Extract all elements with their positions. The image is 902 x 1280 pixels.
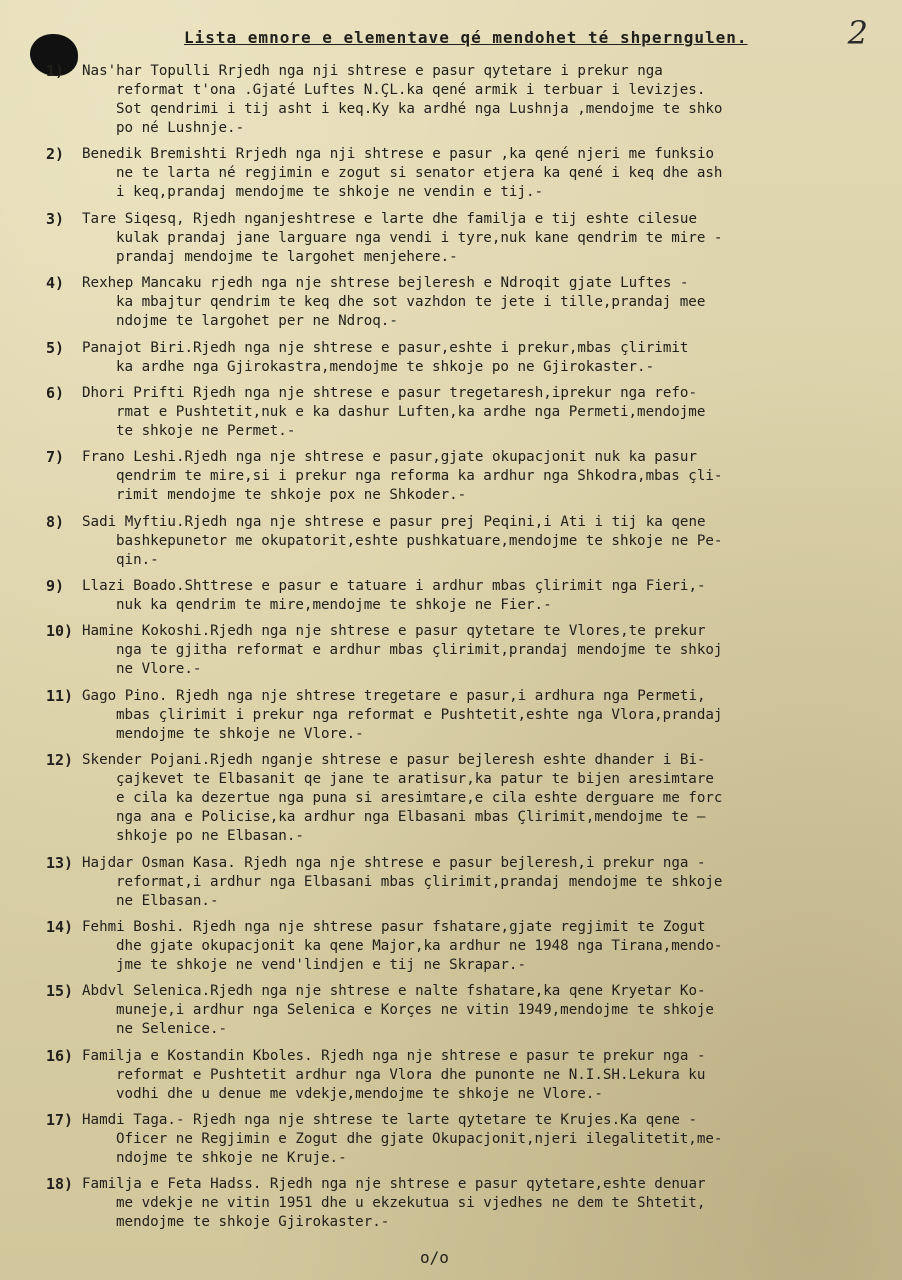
entry-number: 2) — [46, 145, 65, 164]
entry-number: 9) — [46, 577, 65, 595]
entry-line: Sot qendrimi i tij asht i keq.Ky ka ardhé nga Lushnja ,mendojme te shko — [116, 101, 723, 117]
list-item — [46, 62, 896, 138]
entry-line: nga te gjitha reformat e ardhur mbas çlirimit,prandaj mendojme te shkoj — [116, 642, 723, 659]
entry-line: qin.- — [116, 551, 159, 568]
entry-line: reformat,i ardhur nga Elbasani mbas çlirimit,prandaj mendojme te shkoje — [116, 873, 723, 890]
entry-line: Sadi Myftiu.Rjedh nga nje shtrese e pasur prej Peqini,i Ati i tij ka qene — [82, 513, 706, 530]
entry-line: mendojme te shkoje Gjirokaster.- — [116, 1214, 390, 1231]
list-item — [46, 513, 896, 570]
entry-number: 4) — [46, 274, 65, 293]
entry-line: ndojme te shkoje ne Kruje.- — [116, 1150, 347, 1166]
entry-number: 5) — [46, 338, 65, 357]
entry-line: nuk ka qendrim te mire,mendojme te shkoje ne Fier.- — [116, 597, 552, 613]
entry-line: ne Elbasan.- — [116, 892, 219, 909]
footer-mark: o/o — [420, 1248, 449, 1267]
entry-line: Skender Pojani.Rjedh nganje shtrese e pasur bejleresh eshte dhander i Bi- — [82, 752, 706, 769]
entry-line: mendojme te shkoje ne Vlore.- — [116, 725, 364, 742]
entry-line: Tare Siqesq, Rjedh nganjeshtrese e larte dhe familja e tij eshte cilesue — [82, 210, 697, 227]
entry-line: Llazi Boado.Shttrese e pasur e tatuare i ardhur mbas çlirimit nga Fieri,- — [82, 578, 706, 594]
list-item — [46, 751, 896, 846]
entry-line: reformat e Pushtetit ardhur nga Vlora dhe punonte ne N.I.SH.Lekura ku — [116, 1066, 706, 1083]
list-item — [46, 1175, 896, 1232]
entry-number: 12) — [46, 751, 74, 770]
entry-line: Rexhep Mancaku rjedh nga nje shtrese bejleresh e Ndroqit gjate Luftes - — [82, 275, 689, 292]
entry-number: 6) — [46, 383, 65, 402]
entry-number: 7) — [46, 448, 65, 467]
entry-line: Familja e Kostandin Kboles. Rjedh nga nje shtrese e pasur te prekur nga - — [82, 1047, 706, 1064]
entry-line: ka mbajtur qendrim te keq dhe sot vazhdon te jete i tille,prandaj mee — [116, 294, 706, 311]
entry-line: Abdvl Selenica.Rjedh nga nje shtrese e nalte fshatare,ka qene Kryetar Ko- — [82, 983, 706, 1000]
entry-line: kulak prandaj jane larguare nga vendi i tyre,nuk kane qendrim te mire - — [116, 229, 723, 246]
entry-line: Gago Pino. Rjedh nga nje shtrese tregetare e pasur,i ardhura nga Permeti, — [82, 687, 706, 704]
list-item — [46, 274, 896, 331]
entry-number: 14) — [46, 917, 74, 936]
entry-line: i keq,prandaj mendojme te shkoje ne vendin e tij.- — [116, 184, 544, 201]
list-item — [46, 622, 896, 679]
entry-number: 11) — [46, 686, 74, 705]
entry-line: me vdekje ne vitin 1951 dhe u ekzekutua si vjedhes ne dem te Shtetit, — [116, 1195, 706, 1212]
list-item — [46, 1047, 896, 1104]
entry-number: 10) — [46, 622, 74, 641]
page-number: 2 — [847, 14, 868, 52]
entry-line: nga ana e Policise,ka ardhur nga Elbasani mbas Çlirimit,mendojme te — — [116, 809, 706, 826]
entry-line: ne Selenice.- — [116, 1021, 228, 1038]
entry-number: 13) — [46, 853, 74, 872]
entry-line: ka ardhe nga Gjirokastra,mendojme te shkoje po ne Gjirokaster.- — [116, 358, 655, 375]
entry-number: 17) — [46, 1111, 74, 1129]
entries-list — [46, 62, 896, 1240]
list-item — [46, 210, 896, 267]
entry-line: Oficer ne Regjimin e Zogut dhe gjate Okupacjonit,njeri ilegalitetit,me- — [116, 1131, 723, 1147]
entry-number: 8) — [46, 512, 65, 531]
list-item — [46, 854, 896, 911]
entry-line: vodhi dhe u denue me vdekje,mendojme te shkoje ne Vlore.- — [116, 1085, 603, 1102]
list-item — [46, 1111, 896, 1168]
entry-number: 16) — [46, 1046, 74, 1065]
entry-number: 15) — [46, 982, 74, 1001]
entry-line: rimit mendojme te shkoje pox ne Shkoder.- — [116, 487, 467, 504]
document-title: Lista emnore e elementave qé mendohet té shperngulen. — [184, 28, 748, 47]
entry-line: prandaj mendojme te largohet menjehere.- — [116, 248, 458, 265]
entry-number: 3) — [46, 209, 65, 228]
list-item — [46, 918, 896, 975]
entry-line: Fehmi Boshi. Rjedh nga nje shtrese pasur fshatare,gjate regjimit te Zogut — [82, 918, 706, 935]
entry-line: muneje,i ardhur nga Selenica e Korçes ne vitin 1949,mendojme te shkoje — [116, 1002, 714, 1019]
entry-line: Benedik Bremishti Rrjedh nga nji shtrese e pasur ,ka qené njeri me funksio — [82, 146, 715, 163]
entry-line: mbas çlirimit i prekur nga reformat e Pushtetit,eshte nga Vlora,prandaj — [116, 706, 723, 723]
list-item — [46, 384, 896, 441]
entry-line: Panajot Biri.Rjedh nga nje shtrese e pasur,eshte i prekur,mbas çlirimit — [82, 339, 689, 356]
entry-line: Nas'har Topulli Rrjedh nga nji shtrese e pasur qytetare i prekur nga — [82, 63, 663, 79]
entry-line: Dhori Prifti Rjedh nga nje shtrese e pasur tregetaresh,iprekur nga refo- — [82, 384, 697, 401]
entry-line: çajkevet te Elbasanit qe jane te aratisur,ka patur te bijen aresimtare — [116, 771, 714, 788]
entry-line: bashkepunetor me okupatorit,eshte pushkatuare,mendojme te shkoje ne Pe- — [116, 532, 723, 549]
entry-line: e cila ka dezertue nga puna si aresimtare,e cila eshte derguare me forc — [116, 790, 723, 807]
entry-line: Frano Leshi.Rjedh nga nje shtrese e pasur,gjate okupacjonit nuk ka pasur — [82, 449, 697, 466]
list-item — [46, 145, 896, 202]
entry-line: reformat t'ona .Gjaté Luftes N.ÇL.ka qené armik i terbuar i levizjes. — [116, 82, 706, 98]
list-item — [46, 982, 896, 1039]
entry-line: ndojme te largohet per ne Ndroq.- — [116, 313, 398, 330]
list-item — [46, 448, 896, 505]
entry-number: 18) — [46, 1175, 74, 1194]
entry-line: ne Vlore.- — [116, 661, 202, 678]
entry-line: Hamine Kokoshi.Rjedh nga nje shtrese e pasur qytetare te Vlores,te prekur — [82, 623, 706, 640]
entry-line: rmat e Pushtetit,nuk e ka dashur Luften,ka ardhe nga Permeti,mendojme — [116, 403, 706, 420]
entry-line: ne te larta né regjimin e zogut si senator etjera ka qené i keq dhe ash — [116, 165, 723, 182]
entry-line: Familja e Feta Hadss. Rjedh nga nje shtrese e pasur qytetare,eshte denuar — [82, 1176, 706, 1193]
entry-line: Hajdar Osman Kasa. Rjedh nga nje shtrese e pasur bejleresh,i prekur nga - — [82, 854, 706, 871]
list-item — [46, 577, 896, 615]
list-item — [46, 339, 896, 377]
entry-line: dhe gjate okupacjonit ka qene Major,ka ardhur ne 1948 nga Tirana,mendo- — [116, 937, 723, 954]
entry-number: 1) — [46, 62, 65, 80]
entry-line: shkoje po ne Elbasan.- — [116, 828, 304, 845]
entry-line: te shkoje ne Permet.- — [116, 422, 296, 439]
entry-line: Hamdi Taga.- Rjedh nga nje shtrese te larte qytetare te Krujes.Ka qene - — [82, 1112, 697, 1128]
entry-line: qendrim te mire,si i prekur nga reforma ka ardhur nga Shkodra,mbas çli- — [116, 468, 723, 485]
list-item — [46, 687, 896, 744]
entry-line: jme te shkoje ne vend'lindjen e tij ne Skrapar.- — [116, 956, 526, 973]
entry-line: po né Lushnje.- — [116, 120, 245, 136]
